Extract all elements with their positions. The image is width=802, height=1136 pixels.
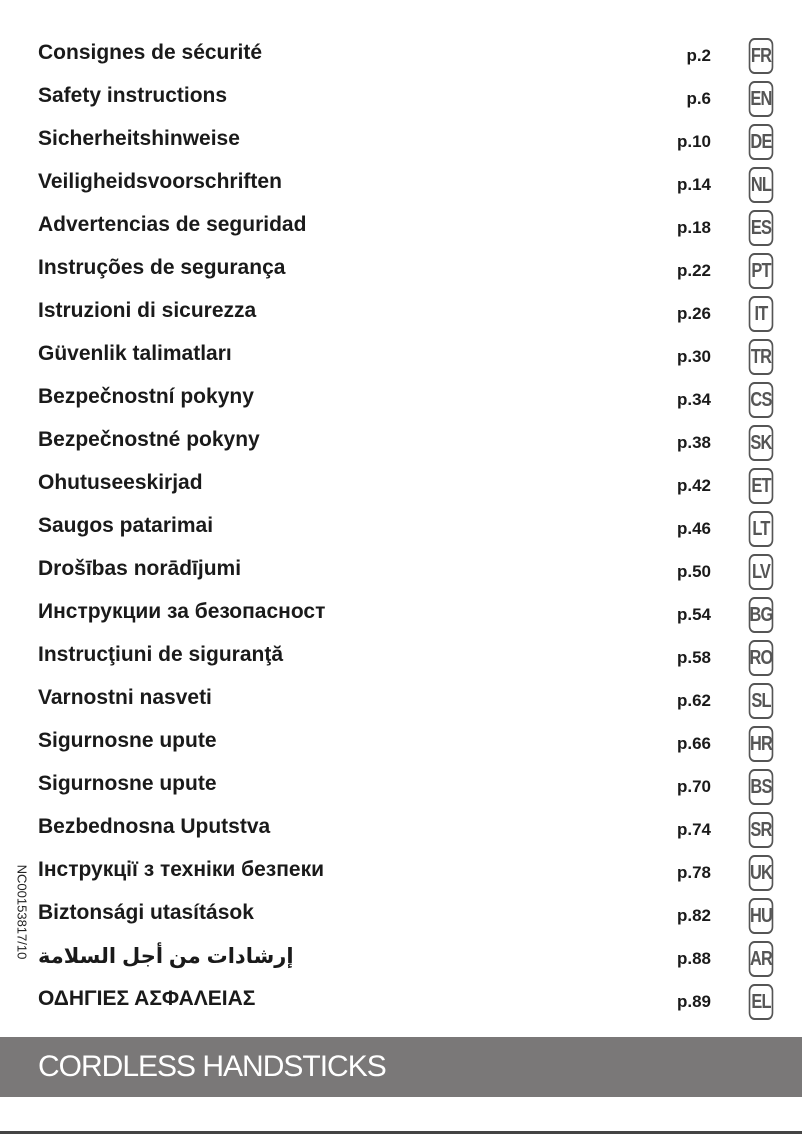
language-code-badge: CS — [749, 382, 774, 418]
toc-page-number: p.66 — [676, 734, 711, 753]
toc-title[interactable]: Drošības norādījumi — [38, 557, 242, 580]
toc-title[interactable]: Instruções de segurança — [38, 256, 286, 279]
language-code-badge: AR — [749, 941, 774, 977]
language-code-badge: ES — [749, 210, 774, 246]
toc-title[interactable]: Ohutuseeskirjad — [38, 471, 203, 494]
toc-title[interactable]: Bezpečnostní pokyny — [38, 385, 254, 408]
language-code-badge: SL — [749, 683, 774, 719]
toc-title[interactable]: Инструкции за безопасност — [38, 600, 326, 623]
language-code-badge: EN — [749, 81, 774, 117]
toc-title[interactable]: Consignes de sécurité — [38, 41, 263, 64]
toc-page-number: p.89 — [676, 992, 711, 1011]
toc-title[interactable]: Sigurnosne upute — [38, 772, 217, 795]
language-code-badge: LT — [749, 511, 774, 547]
toc-page-number: p.10 — [676, 132, 711, 151]
toc-title[interactable]: Bezpečnostné pokyny — [38, 428, 260, 451]
toc-page-number: p.74 — [676, 820, 711, 839]
toc-page-number: p.62 — [676, 691, 711, 710]
toc-row-pt[interactable] — [0, 250, 802, 293]
toc-title[interactable]: Safety instructions — [38, 84, 228, 107]
toc-title[interactable]: Advertencias de seguridad — [38, 213, 307, 236]
toc-page-number: p.18 — [676, 218, 711, 237]
toc-page-number: p.42 — [676, 476, 711, 495]
language-code-badge: IT — [749, 296, 774, 332]
toc-title[interactable]: Güvenlik talimatları — [38, 342, 232, 365]
toc-page-number: p.58 — [676, 648, 711, 667]
toc-row-nl[interactable] — [0, 164, 802, 207]
language-code-badge: BS — [749, 769, 774, 805]
toc-page-number: p.22 — [676, 261, 711, 280]
language-code-badge: UK — [749, 855, 774, 891]
toc-page-number: p.78 — [676, 863, 711, 882]
toc-page-number: p.46 — [676, 519, 711, 538]
language-code-badge: EL — [749, 984, 774, 1020]
toc-row-de[interactable] — [0, 121, 802, 164]
language-code-badge: FR — [749, 38, 774, 74]
toc-page-number: p.30 — [676, 347, 711, 366]
language-code-badge: NL — [749, 167, 774, 203]
toc-title[interactable]: Bezbednosna Uputstva — [38, 815, 271, 838]
language-code-badge: ET — [749, 468, 774, 504]
toc-page-number: p.82 — [676, 906, 711, 925]
bottom-divider — [0, 1131, 802, 1134]
toc-row-sk[interactable] — [0, 422, 802, 465]
toc-row-sl[interactable] — [0, 680, 802, 723]
toc-title[interactable]: ΟΔΗΓΙΕΣ ΑΣΦΑΛΕΙΑΣ — [38, 987, 256, 1010]
toc-row-lv[interactable] — [0, 551, 802, 594]
table-of-contents — [0, 35, 802, 1024]
toc-title[interactable]: إرشادات من أجل السلامة — [38, 945, 294, 968]
language-code-badge: PT — [749, 253, 774, 289]
toc-page-number: p.26 — [676, 304, 711, 323]
toc-page-number: p.34 — [676, 390, 711, 409]
toc-row-bs[interactable] — [0, 766, 802, 809]
toc-title[interactable]: Istruzioni di sicurezza — [38, 299, 257, 322]
toc-title[interactable]: Sigurnosne upute — [38, 729, 217, 752]
toc-row-lt[interactable] — [0, 508, 802, 551]
toc-row-cs[interactable] — [0, 379, 802, 422]
toc-page-number: p.54 — [676, 605, 711, 624]
toc-title[interactable]: Instrucţiuni de siguranţă — [38, 643, 284, 666]
toc-title[interactable]: Sicherheitshinweise — [38, 127, 240, 150]
language-code-badge: BG — [749, 597, 774, 633]
toc-title[interactable]: Saugos patarimai — [38, 514, 214, 537]
toc-row-hr[interactable] — [0, 723, 802, 766]
toc-title[interactable]: Veiligheidsvoorschriften — [38, 170, 282, 193]
language-code-badge: HU — [749, 898, 774, 934]
toc-row-es[interactable] — [0, 207, 802, 250]
toc-page-number: p.50 — [676, 562, 711, 581]
toc-row-sr[interactable] — [0, 809, 802, 852]
language-code-badge: SK — [749, 425, 774, 461]
toc-page-number: p.14 — [676, 175, 711, 194]
toc-page-number: p.88 — [676, 949, 711, 968]
toc-row-it[interactable] — [0, 293, 802, 336]
toc-title[interactable]: Інструкції з техніки безпеки — [38, 858, 324, 881]
toc-page-number: p.38 — [676, 433, 711, 452]
product-title: CORDLESS HANDSTICKS — [38, 1050, 386, 1083]
toc-page-number: p.2 — [686, 46, 711, 65]
toc-row-ar[interactable] — [0, 938, 802, 981]
toc-row-uk[interactable] — [0, 852, 802, 895]
toc-page-number: p.6 — [686, 89, 711, 108]
document-reference-code: NC00153817/10 — [14, 864, 30, 960]
toc-row-fr[interactable] — [0, 35, 802, 78]
toc-title[interactable]: Varnostni nasveti — [38, 686, 212, 709]
toc-row-et[interactable] — [0, 465, 802, 508]
language-code-badge: TR — [749, 339, 774, 375]
toc-row-bg[interactable] — [0, 594, 802, 637]
language-code-badge: SR — [749, 812, 774, 848]
toc-page-number: p.70 — [676, 777, 711, 796]
language-code-badge: RO — [749, 640, 774, 676]
product-banner — [0, 1037, 802, 1097]
language-code-badge: DE — [749, 124, 774, 160]
toc-title[interactable]: Biztonsági utasítások — [38, 901, 254, 924]
toc-row-ro[interactable] — [0, 637, 802, 680]
toc-row-tr[interactable] — [0, 336, 802, 379]
language-code-badge: LV — [749, 554, 774, 590]
toc-row-el[interactable] — [0, 981, 802, 1024]
toc-row-hu[interactable] — [0, 895, 802, 938]
language-code-badge: HR — [749, 726, 774, 762]
toc-row-en[interactable] — [0, 78, 802, 121]
